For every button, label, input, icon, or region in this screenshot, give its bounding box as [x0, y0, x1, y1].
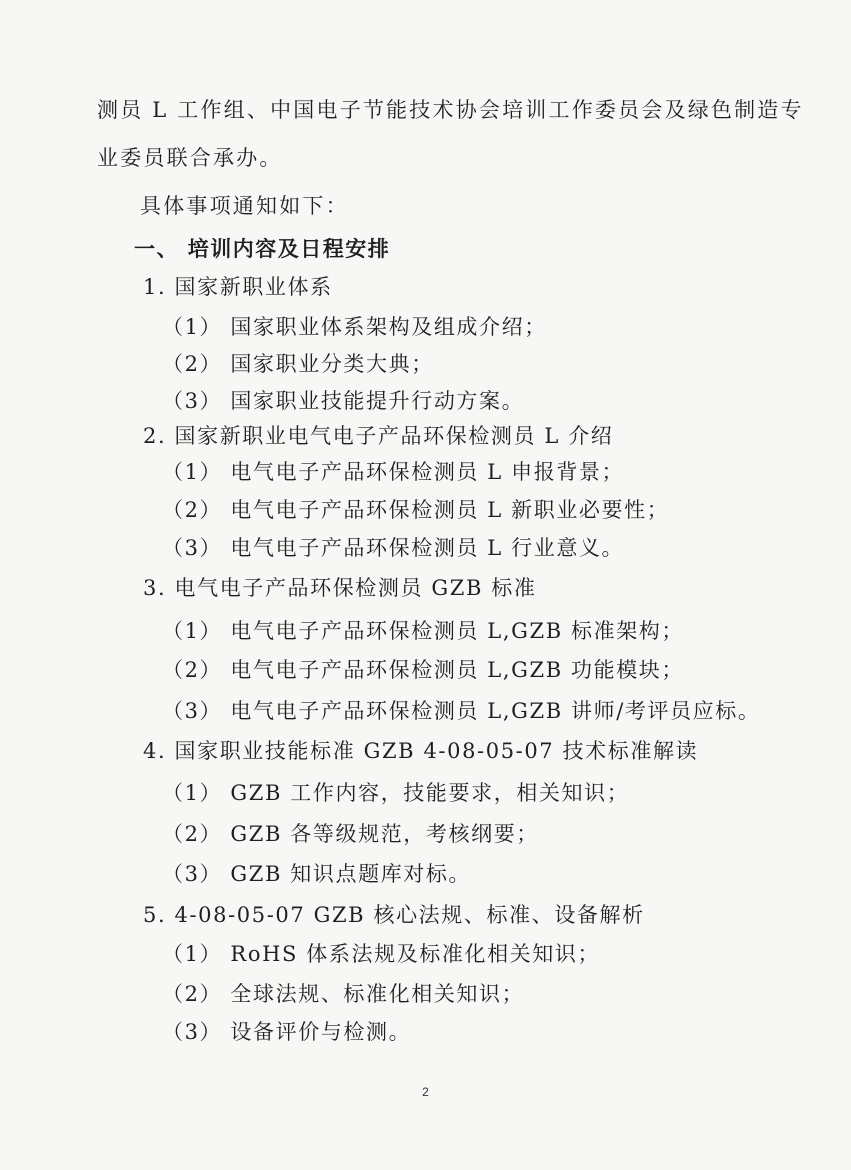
item-3-label: 3. 电气电子产品环保检测员 GZB 标准: [143, 576, 537, 600]
item-1-sub-3: （3） 国家职业技能提升行动方案。: [162, 389, 525, 413]
intro-line-2: 业委员联合承办。: [97, 146, 283, 170]
item-5-label: 5. 4-08-05-07 GZB 核心法规、标准、设备解析: [143, 903, 645, 927]
item-3-sub-2: （2） 电气电子产品环保检测员 L,GZB 功能模块；: [162, 658, 685, 682]
item-1-sub-2: （2） 国家职业分类大典；: [162, 352, 434, 376]
item-5-sub-1: （1） RoHS 体系法规及标准化相关知识；: [162, 942, 601, 966]
item-2-label: 2. 国家新职业电气电子产品环保检测员 L 介绍: [143, 424, 614, 448]
item-4-sub-2: （2） GZB 各等级规范，考核纲要；: [162, 822, 539, 846]
item-2-sub-3: （3） 电气电子产品环保检测员 L 行业意义。: [162, 536, 625, 560]
item-2-sub-2: （2） 电气电子产品环保检测员 L 新职业必要性；: [162, 498, 670, 522]
item-4-sub-1: （1） GZB 工作内容，技能要求，相关知识；: [162, 781, 630, 805]
intro-line-1: 测员 L 工作组、中国电子节能技术协会培训工作委员会及绿色制造专: [97, 98, 804, 122]
item-4-label: 4. 国家职业技能标准 GZB 4-08-05-07 技术标准解读: [143, 739, 699, 763]
page-number: 2: [422, 1085, 429, 1099]
item-4-sub-3: （3） GZB 知识点题库对标。: [162, 862, 472, 886]
notice-line: 具体事项通知如下：: [140, 194, 349, 218]
item-5-sub-2: （2） 全球法规、标准化相关知识；: [162, 982, 525, 1006]
item-3-sub-3: （3） 电气电子产品环保检测员 L,GZB 讲师/考评员应标。: [162, 699, 761, 723]
item-1-label: 1. 国家新职业体系: [143, 275, 333, 299]
item-5-sub-3: （3） 设备评价与检测。: [162, 1020, 412, 1044]
item-2-sub-1: （1） 电气电子产品环保检测员 L 申报背景；: [162, 460, 625, 484]
item-3-sub-1: （1） 电气电子产品环保检测员 L,GZB 标准架构；: [162, 619, 685, 643]
item-1-sub-1: （1） 国家职业体系架构及组成介绍；: [162, 315, 547, 339]
section-heading: 一、 培训内容及日程安排: [134, 237, 391, 261]
